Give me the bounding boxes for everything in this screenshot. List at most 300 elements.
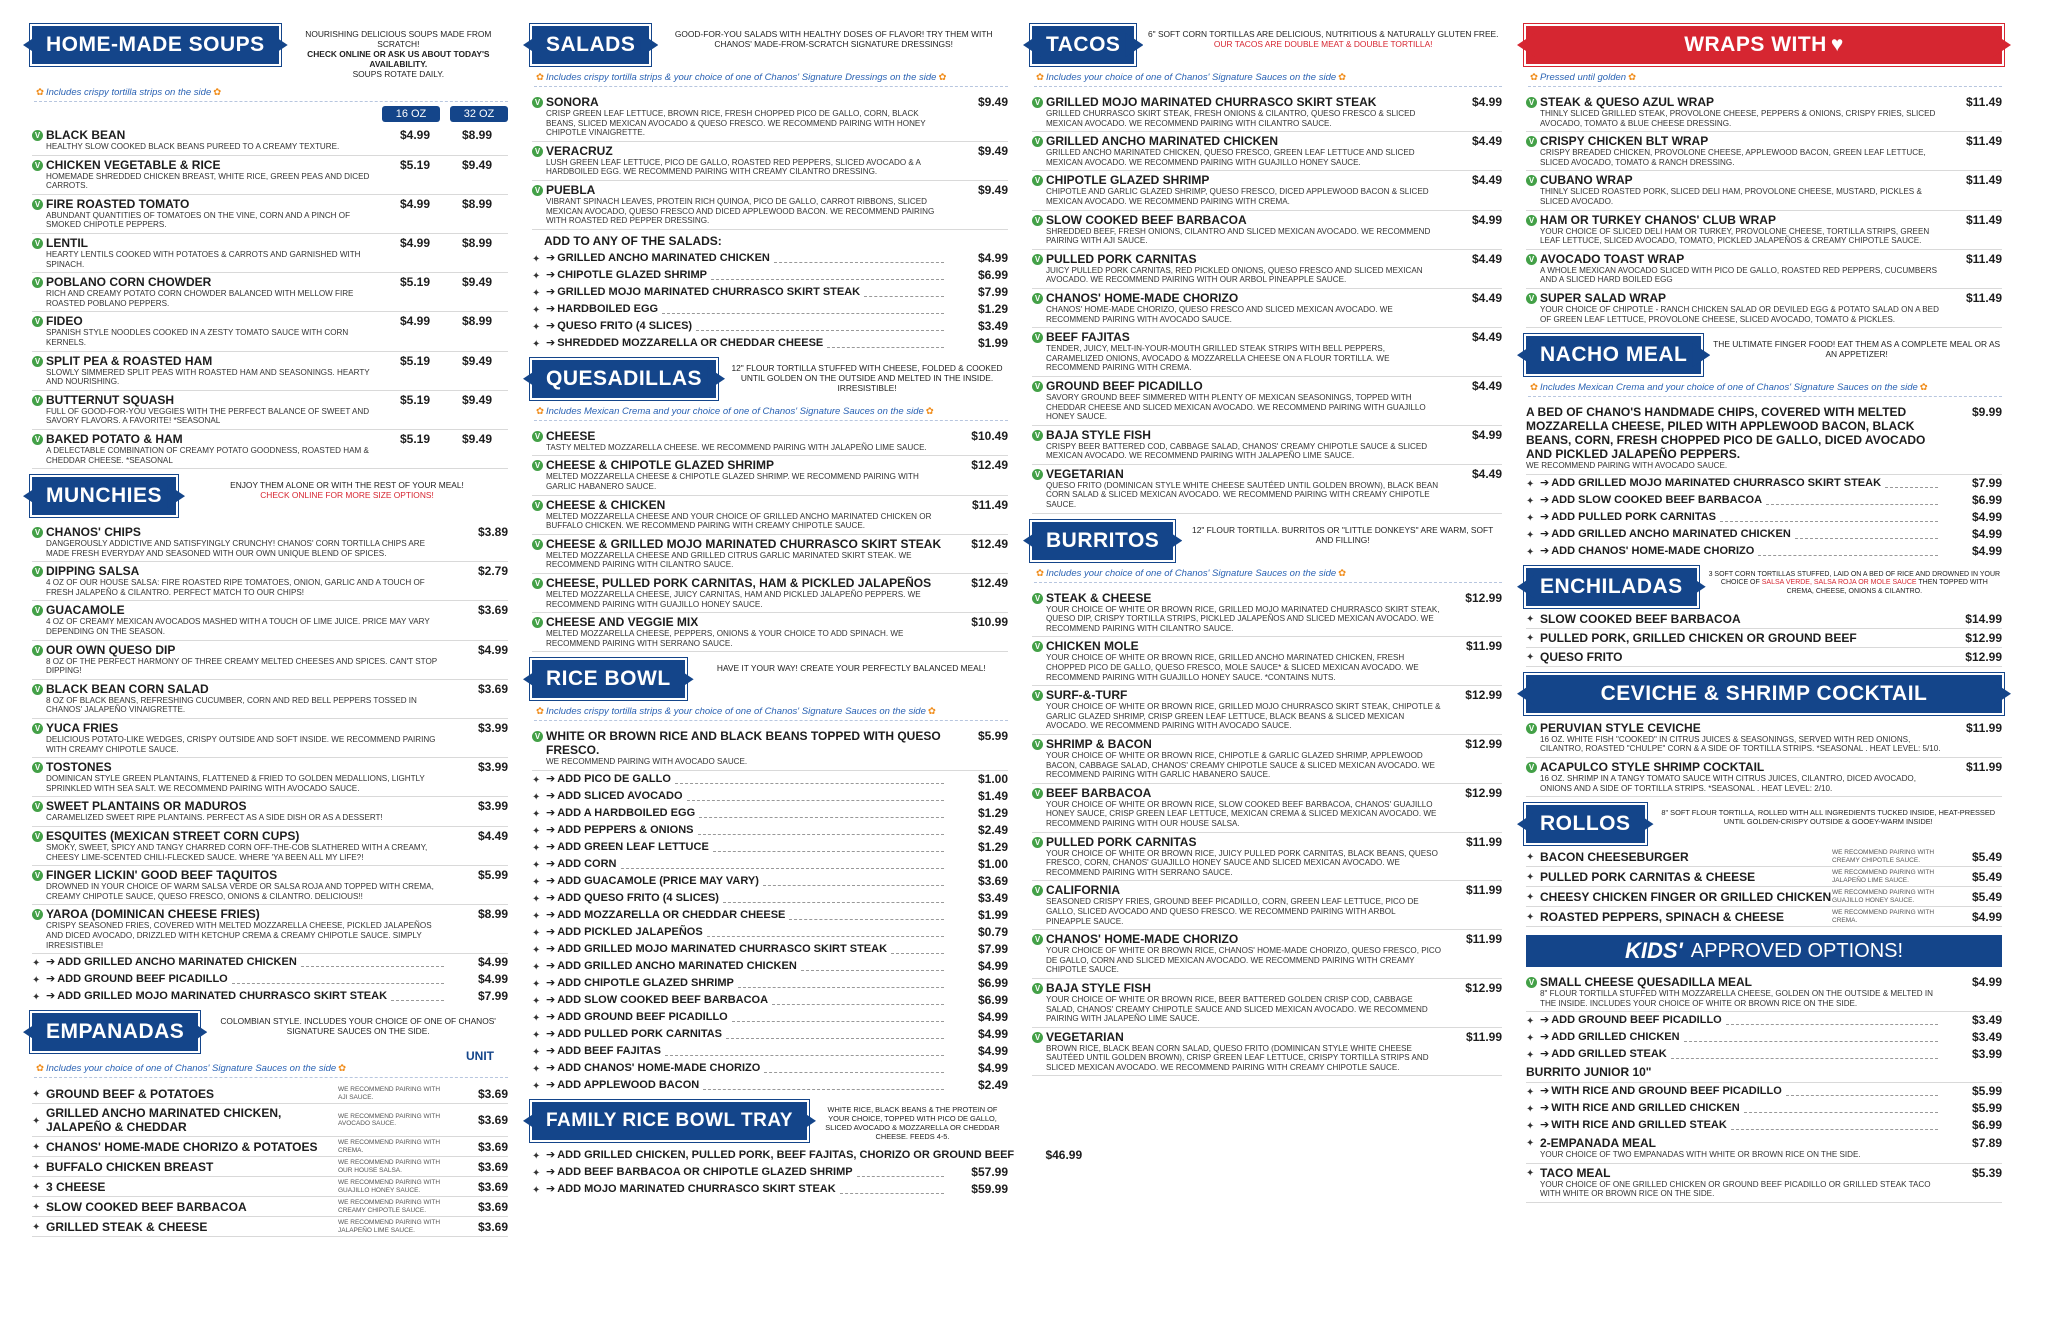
item-icon xyxy=(32,275,46,288)
menu-item xyxy=(32,1217,508,1237)
item-body xyxy=(46,643,448,676)
item-description: 8 OZ OF BLACK BEANS, REFRESHING CUCUMBER, CORN AND RED BELL PEPPERS TOSSED IN CHANOS' JALAPEÑO VINAIGRETTE. xyxy=(46,695,417,715)
add-on-name: WITH RICE AND GRILLED STEAK xyxy=(1551,1119,1727,1132)
item-icon xyxy=(532,537,546,550)
arrow-icon: ➔ xyxy=(546,925,556,938)
item-name: BAJA STYLE FISH xyxy=(1046,427,1151,442)
item-pairing: WE RECOMMEND PAIRING WITH OUR HOUSE SALSA. xyxy=(338,1159,441,1174)
enchiladas-section xyxy=(1526,568,2002,667)
item-name: FINGER LICKIN' GOOD BEEF TAQUITOS xyxy=(46,868,278,883)
add-on-price: $3.49 xyxy=(1971,1013,2002,1028)
add-on-name: QUESO FRITO (4 SLICES) xyxy=(557,319,693,332)
item-body xyxy=(546,95,948,138)
add-on-price: $59.99 xyxy=(971,1181,1008,1196)
menu-item xyxy=(532,181,1008,230)
item-body xyxy=(1540,721,1942,754)
dotted-leader xyxy=(1731,1121,1938,1130)
item-name: ESQUITES (MEXICAN STREET CORN CUPS) xyxy=(46,829,300,843)
item-body xyxy=(1046,95,1442,128)
taco-icon: ✦ xyxy=(1526,512,1535,524)
price-16oz: $5.19 xyxy=(399,353,431,368)
item-name: CHEESE & CHICKEN xyxy=(546,497,666,512)
menu-item xyxy=(32,680,508,719)
item-price: $11.99 xyxy=(1965,720,2002,735)
item-body xyxy=(546,429,948,453)
quesadillas-banner: QUESADILLAS xyxy=(532,360,716,398)
item-price: $11.49 xyxy=(1965,95,2002,109)
kids-empanada-meal: ✦ 2-EMPANADA MEAL YOUR CHOICE OF TWO EMPANADAS WITH WHITE OR BROWN RICE ON THE SIDE. $7.89 xyxy=(1526,1134,2002,1164)
item-icon xyxy=(1032,467,1046,480)
tacos-includes: ✿ Includes your choice of one of Chanos' Signature Sauces on the side ✿ xyxy=(1034,72,1502,87)
munchies-section xyxy=(32,477,508,1005)
taco-icon: ✦ xyxy=(532,1167,541,1179)
item-body xyxy=(1046,1030,1442,1073)
vegetarian-icon: V xyxy=(1032,739,1043,750)
item-description: SHREDDED BEEF, FRESH ONIONS, CILANTRO AND SLICED MEXICAN AVOCADO. WE RECOMMEND PAIRING WITH AJI SAUCE. xyxy=(1046,226,1431,246)
size-32oz: 32 OZ xyxy=(450,106,508,122)
item-description: DOMINICAN STYLE GREEN PLANTAINS, FLATTENED & FRIED TO GOLDEN MEDALLIONS, LIGHTLY SPRINKLED WITH SEA SALT. WE RECOMMEND PAIRING WITH AVOCADO SAUCE. xyxy=(46,774,425,793)
item-name: SLOW COOKED BEEF BARBACOA xyxy=(1540,611,1741,626)
item-name: BAKED POTATO & HAM xyxy=(46,431,183,446)
add-on-name: ADD GROUND BEEF PICADILLO xyxy=(57,973,228,986)
dotted-leader xyxy=(864,288,944,297)
arrow-icon: ➔ xyxy=(546,1078,556,1091)
rice-bowl-main: V WHITE OR BROWN RICE AND BLACK BEANS TOPPED WITH QUESO FRESCO. WE RECOMMEND PAIRING WITH AVOCADO SAUCE. $5.99 xyxy=(532,727,1008,771)
price-16oz: $4.99 xyxy=(399,314,431,329)
taco-icon: ✦ xyxy=(532,995,541,1007)
taco-icon: ✦ xyxy=(532,1080,541,1092)
item-description: SEASONED CRISPY FRIES, GROUND BEEF PICADILLO, CORN, GREEN LEAF LETTUCE, PICO DE GALLO, SLICED AVOCADO AND QUESO FRESCO. WE RECOMMEND PAIRING WITH ARBOL PINEAPPLE SAUCE. xyxy=(1046,897,1419,926)
unit-label: UNIT xyxy=(466,1049,494,1064)
menu-item xyxy=(32,523,508,562)
add-on-price: $2.49 xyxy=(977,822,1008,837)
item-body xyxy=(1540,95,1942,128)
item-description: YOUR CHOICE OF WHITE OR BROWN RICE, CHIPOTLE & GARLIC GLAZED SHRIMP, APPLEWOOD BACON, CABBAGE SALAD, CHANOS' CREAMY CHIPOTLE SAUCE & SLICED MEXICAN AVOCADO. WE RECOMMEND PAIRING WITH GARLIC HABANERO SAUCE. xyxy=(1046,751,1435,780)
vegetarian-icon: V xyxy=(532,500,543,511)
item-name: CHEESY CHICKEN FINGER OR GRILLED CHICKEN xyxy=(1540,889,1832,904)
item-description: HEALTHY SLOW COOKED BLACK BEANS PUREED TO A CREAMY TEXTURE. xyxy=(46,142,340,151)
item-description: SPANISH STYLE NOODLES COOKED IN A ZESTY TOMATO SAUCE WITH CORN KERNELS. xyxy=(46,328,349,347)
taco-icon: ✦ xyxy=(532,774,541,786)
item-description: GRILLED ANCHO MARINATED CHICKEN, QUESO FRESCO, GREEN LEAF LETTUCE AND SLICED MEXICAN AVOCADO. WE RECOMMEND PAIRING WITH GUAJILLO HONEY SAUCE. xyxy=(1046,148,1415,167)
soups-note: NOURISHING DELICIOUS SOUPS MADE FROM SCRATCH! CHECK ONLINE OR ASK US ABOUT TODAY'S AVAILABILITY. SOUPS ROTATE DAILY. xyxy=(305,29,492,79)
item-body xyxy=(46,564,448,597)
item-body xyxy=(1540,760,1942,793)
item-icon xyxy=(32,197,46,210)
menu-item xyxy=(1526,867,2002,887)
taco-icon: ✦ xyxy=(1526,1167,1535,1179)
taco-icon: ✦ xyxy=(1526,852,1535,864)
item-price: $14.99 xyxy=(1965,611,2002,626)
vegetarian-icon: V xyxy=(32,762,43,773)
vegetarian-icon: V xyxy=(532,731,543,742)
menu-item xyxy=(1526,132,2002,171)
salads-includes: ✿ Includes crispy tortilla strips & your choice of one of Chanos' Signature Dressings on the side ✿ xyxy=(534,72,1008,87)
taco-icon: ✦ xyxy=(32,975,41,987)
quesadillas-section xyxy=(532,360,1008,653)
item-price: $4.99 xyxy=(1471,95,1502,109)
item-pairing: WE RECOMMEND PAIRING WITH GUAJILLO HONEY SAUCE. xyxy=(1832,889,1935,904)
item-name: PULLED PORK CARNITAS & CHEESE xyxy=(1540,869,1756,884)
dotted-leader xyxy=(891,945,944,954)
price-32oz: $8.99 xyxy=(461,235,493,250)
item-name: CALIFORNIA xyxy=(1046,883,1120,898)
item-price: $4.49 xyxy=(1471,378,1502,393)
vegetarian-icon: V xyxy=(1526,254,1537,265)
menu-item xyxy=(1032,465,1502,514)
add-on-item xyxy=(532,958,1008,975)
add-on-item xyxy=(532,822,1008,839)
add-on-price: $7.99 xyxy=(977,284,1008,299)
item-price: $11.49 xyxy=(1965,251,2002,266)
add-on-price: $1.99 xyxy=(977,907,1008,922)
dotted-leader xyxy=(1744,1104,1938,1113)
menu-item xyxy=(32,1084,508,1104)
item-body xyxy=(1046,737,1442,780)
dotted-leader xyxy=(1795,530,1938,539)
enchiladas-banner: ENCHILADAS xyxy=(1526,568,1697,606)
add-on-item xyxy=(532,284,1008,301)
kids-burrito-junior: BURRITO JUNIOR 10" xyxy=(1526,1063,2002,1083)
arrow-icon: ➔ xyxy=(1540,510,1550,523)
item-name: CHANOS' CHIPS xyxy=(46,525,141,540)
arrow-icon: ➔ xyxy=(546,857,556,870)
price-32oz: $8.99 xyxy=(461,128,493,142)
item-icon xyxy=(1032,1030,1046,1043)
item-description: BROWN RICE, BLACK BEAN CORN SALAD, QUESO FRITO (DOMINICAN STYLE WHITE CHEESE SAUTÉED UNTIL GOLDEN BROWN), CRISP GREEN LEAF LETTUCE, CRISPY TORTILLA STRIPS AND SLICED MEXICAN AVOCADO. WE RECOMMEND PAIRING WITH CREAMY CHIPOTLE SAUCE. xyxy=(1046,1043,1429,1072)
item-name: STEAK & QUESO AZUL WRAP xyxy=(1540,95,1715,109)
menu-item xyxy=(32,797,508,827)
add-on-item xyxy=(532,907,1008,924)
item-icon xyxy=(32,158,46,171)
item-body xyxy=(546,498,948,531)
menu-item xyxy=(532,535,1008,574)
item-name: YAROA (DOMINICAN CHEESE FRIES) xyxy=(46,907,260,922)
item-body xyxy=(546,458,948,491)
arrow-icon: ➔ xyxy=(546,1061,556,1074)
vegetarian-icon: V xyxy=(1526,977,1537,988)
item-icon xyxy=(1526,173,1540,186)
menu-item xyxy=(32,562,508,601)
vegetarian-icon: V xyxy=(32,277,43,288)
add-on-price: $7.99 xyxy=(1971,475,2002,490)
item-icon xyxy=(32,799,46,812)
item-description: MELTED MOZZARELLA CHEESE AND GRILLED CITRUS GARLIC MARINATED SKIRT STEAK. WE RECOMMEND PAIRING WITH CILANTRO SAUCE. xyxy=(546,550,912,570)
item-name: PERUVIAN STYLE CEVICHE xyxy=(1540,720,1701,735)
ceviche-banner: CEVICHE & SHRIMP COCKTAIL xyxy=(1526,675,2002,713)
add-on-price: $1.29 xyxy=(977,839,1008,854)
dotted-leader xyxy=(391,992,444,1001)
item-body xyxy=(46,525,448,558)
add-on-name: ADD MOZZARELLA OR CHEDDAR CHEESE xyxy=(557,908,786,921)
item-name: BLACK BEAN CORN SALAD xyxy=(46,681,209,696)
menu-item xyxy=(532,456,1008,495)
item-name: SUPER SALAD WRAP xyxy=(1540,290,1667,305)
vegetarian-icon: V xyxy=(1526,215,1537,226)
wraps-section xyxy=(1526,26,2002,328)
item-description: CRISPY BREADED CHICKEN, PROVOLONE CHEESE, APPLEWOOD BACON, GREEN LEAF LETTUCE, SLICED AVOCADO, TOMATO & RANCH DRESSING. xyxy=(1540,148,1926,167)
add-on-name: SHREDDED MOZZARELLA OR CHEDDAR CHEESE xyxy=(557,336,824,349)
add-on-item xyxy=(532,1147,1083,1164)
vegetarian-icon: V xyxy=(1032,593,1043,604)
add-on-name: ADD SLOW COOKED BEEF BARBACOA xyxy=(557,993,769,1006)
menu-item xyxy=(32,719,508,758)
item-body xyxy=(546,144,948,177)
column-1 xyxy=(32,26,508,1336)
vegetarian-icon: V xyxy=(1526,293,1537,304)
menu-item xyxy=(32,1137,508,1157)
arrow-icon: ➔ xyxy=(546,942,556,955)
item-description: YOUR CHOICE OF WHITE OR BROWN RICE, SLOW COOKED BEEF BARBACOA, CHANOS' GUAJILLO HONEY SAUCE, CRISP GREEN LEAF LETTUCE, MEXICAN CREMA & SLICED MEXICAN AVOCADO. WE RECOMMEND PAIRING WITH OUR HOUSE SALSA. xyxy=(1046,799,1437,828)
arrow-icon: ➔ xyxy=(1540,1085,1550,1098)
add-on-name: ADD PEPPERS & ONIONS xyxy=(557,823,694,836)
item-name: HAM OR TURKEY CHANOS' CLUB WRAP xyxy=(1540,212,1776,227)
item-name: VEGETARIAN xyxy=(1046,466,1124,481)
dotted-leader xyxy=(772,996,944,1005)
item-body xyxy=(1046,786,1442,829)
vegetarian-icon: V xyxy=(532,146,543,157)
arrow-icon: ➔ xyxy=(546,823,556,836)
item-price: $12.99 xyxy=(1965,630,2002,645)
item-body xyxy=(1540,291,1942,324)
vegetarian-icon: V xyxy=(1032,332,1043,343)
price-16oz: $4.99 xyxy=(399,196,431,211)
item-description: MELTED MOZZARELLA CHEESE, JUICY CARNITAS, HAM AND PICKLED JALAPEÑO PEPPERS. WE RECOMMEND PAIRING WITH GUAJILLO HONEY SAUCE. xyxy=(546,589,921,609)
taco-icon: ✦ xyxy=(1526,1016,1535,1028)
add-on-name: ADD PICO DE GALLO xyxy=(557,772,671,785)
tacos-section xyxy=(1032,26,1502,514)
item-body xyxy=(1046,428,1442,461)
arrow-icon: ➔ xyxy=(546,908,556,921)
vegetarian-icon: V xyxy=(1032,430,1043,441)
menu-item xyxy=(1032,686,1502,735)
add-on-name: ADD PICKLED JALAPEÑOS xyxy=(557,925,703,938)
item-icon xyxy=(32,760,46,773)
item-name: CHEESE AND VEGGIE MIX xyxy=(546,615,699,630)
salads-add-heading: ADD TO ANY OF THE SALADS: xyxy=(544,233,722,248)
dotted-leader xyxy=(840,1185,944,1194)
add-on-name: ADD GRILLED MOJO MARINATED CHURRASCO SKIRT STEAK xyxy=(1551,476,1882,489)
heart-icon: ♥ xyxy=(1830,33,1844,56)
menu-item xyxy=(1032,881,1502,930)
item-price: $4.49 xyxy=(1471,134,1502,149)
kids-quesadilla-meal: V SMALL CHEESE QUESADILLA MEAL 8" FLOUR TORTILLA STUFFED WITH MOZZARELLA CHEESE, GOLDEN ON THE OUTSIDE & MELTED IN THE INSIDE. INCLUDES YOUR CHOICE OF WHITE OR BROWN RICE ON THE SIDE. $4.99 xyxy=(1526,973,2002,1012)
dotted-leader xyxy=(763,877,944,886)
size-16oz: 16 OZ xyxy=(382,106,440,122)
taco-icon: ✦ xyxy=(532,338,541,350)
taco-icon: ✦ xyxy=(1526,633,1535,645)
add-on-name: ADD MOJO MARINATED CHURRASCO SKIRT STEAK xyxy=(557,1182,836,1195)
nacho-section xyxy=(1526,336,2002,560)
item-icon xyxy=(1032,688,1046,701)
add-on-item xyxy=(532,856,1008,873)
taco-icon: ✦ xyxy=(532,893,541,905)
item-body xyxy=(1046,213,1442,246)
arrow-icon: ➔ xyxy=(46,973,56,986)
add-on-price: $3.99 xyxy=(1971,1047,2002,1062)
vegetarian-icon: V xyxy=(532,97,543,108)
item-icon xyxy=(32,128,46,141)
column-3 xyxy=(1032,26,1502,1336)
add-on-price: $4.99 xyxy=(1971,526,2002,541)
item-price: $3.99 xyxy=(477,721,508,736)
add-on-price: $3.49 xyxy=(1971,1030,2002,1045)
kids-taco-meal: ✦ TACO MEAL YOUR CHOICE OF ONE GRILLED CHICKEN OR GROUND BEEF PICADILLO OR GRILLED STEAK TACO WITH WHITE OR BROWN RICE ON THE SIDE. $5.39 xyxy=(1526,1164,2002,1203)
taco-icon: ✦ xyxy=(532,1029,541,1041)
vegetarian-icon: V xyxy=(1032,136,1043,147)
vegetarian-icon: V xyxy=(532,460,543,471)
menu-item xyxy=(1526,907,2002,927)
munchies-note: ENJOY THEM ALONE OR WITH THE REST OF YOUR MEAL! CHECK ONLINE FOR MORE SIZE OPTIONS! xyxy=(230,480,464,501)
rice-includes: ✿ Includes crispy tortilla strips & your choice of one of Chanos' Signature Sauces on the side ✿ xyxy=(534,706,1008,721)
item-body xyxy=(46,721,448,754)
vegetarian-icon: V xyxy=(32,723,43,734)
menu-item xyxy=(1032,1028,1502,1077)
dotted-leader xyxy=(698,826,944,835)
menu-item xyxy=(1032,93,1502,132)
item-name: PULLED PORK CARNITAS xyxy=(1046,251,1197,266)
add-on-item xyxy=(532,771,1008,788)
item-price: $3.99 xyxy=(477,760,508,775)
item-price: $3.69 xyxy=(477,1086,508,1101)
menu-item xyxy=(1526,629,2002,648)
item-icon xyxy=(532,429,546,442)
add-on-name: ADD CORN xyxy=(557,857,617,870)
arrow-icon: ➔ xyxy=(546,789,556,802)
burritos-section xyxy=(1032,522,1502,1077)
price-32oz: $9.49 xyxy=(461,353,493,368)
empanadas-includes: ✿ Includes your choice of one of Chanos' Signature Sauces on the side ✿ xyxy=(34,1063,508,1078)
menu-item xyxy=(1032,250,1502,289)
item-price: $11.49 xyxy=(1965,134,2002,149)
dotted-leader xyxy=(774,254,944,263)
add-on-name: ADD SLOW COOKED BEEF BARBACOA xyxy=(1551,493,1763,506)
item-icon xyxy=(1526,134,1540,147)
arrow-icon: ➔ xyxy=(1540,1119,1550,1132)
item-price: $4.99 xyxy=(1471,212,1502,227)
add-on-name: ADD GRILLED MOJO MARINATED CHURRASCO SKIRT STEAK xyxy=(557,942,888,955)
item-body xyxy=(1540,252,1942,285)
item-icon xyxy=(32,868,46,881)
item-name: SURF-&-TURF xyxy=(1046,688,1128,703)
add-on-item xyxy=(532,839,1008,856)
vegetarian-icon: V xyxy=(32,316,43,327)
dotted-leader xyxy=(232,975,444,984)
empanadas-banner: EMPANADAS xyxy=(32,1013,198,1051)
menu-item xyxy=(1032,328,1502,377)
item-body xyxy=(46,907,448,950)
menu-item xyxy=(1032,211,1502,250)
empanadas-note: COLOMBIAN STYLE. INCLUDES YOUR CHOICE OF ONE OF CHANOS' SIGNATURE SAUCES ON THE SIDE. xyxy=(220,1016,496,1037)
arrow-icon: ➔ xyxy=(546,1027,556,1040)
add-on-name: ADD APPLEWOOD BACON xyxy=(557,1078,700,1091)
vegetarian-icon: V xyxy=(532,617,543,628)
item-body xyxy=(1540,173,1942,206)
item-body xyxy=(46,760,448,793)
item-description: SAVORY GROUND BEEF SIMMERED WITH PLENTY OF MEXICAN SEASONINGS, TOPPED WITH CHEDDAR CHEESE AND SLICED MEXICAN AVOCADO. WE RECOMMEND PAIRING WITH GUAJILLO HONEY SAUCE. xyxy=(1046,392,1426,422)
menu-item xyxy=(532,427,1008,457)
tacos-banner: TACOS xyxy=(1032,26,1134,64)
item-icon xyxy=(1032,932,1046,945)
add-on-item xyxy=(532,335,1008,352)
item-body xyxy=(1046,591,1442,634)
nacho-main: A BED OF CHANO'S HANDMADE CHIPS, COVERED WITH MELTED MOZZARELLA CHEESE, PILED WITH APPLEWOOD BACON, BLACK BEANS, CORN, FRESH CHOPPED PICO DE GALLO, DICED AVOCADO AND PICKLED JALAPEÑO PEPPERS. WE RECOMMEND PAIRING WITH AVOCADO SAUCE. $9.99 xyxy=(1526,403,2002,475)
item-body xyxy=(546,183,948,226)
arrow-icon: ➔ xyxy=(546,285,556,298)
item-body xyxy=(46,275,384,308)
taco-icon: ✦ xyxy=(32,1089,41,1101)
item-price: $3.69 xyxy=(477,1113,508,1128)
item-price: $9.49 xyxy=(977,95,1008,109)
item-icon xyxy=(32,721,46,734)
add-on-price: $1.00 xyxy=(977,771,1008,786)
item-icon xyxy=(532,95,546,108)
add-on-item xyxy=(1526,543,2002,560)
menu-item xyxy=(1526,610,2002,629)
item-description: 8 OZ OF THE PERFECT HARMONY OF THREE CREAMY MELTED CHEESES AND SPICES. CAN'T STOP DIPPING! xyxy=(46,656,438,676)
taco-icon: ✦ xyxy=(1526,546,1535,558)
item-price: $3.69 xyxy=(477,1159,508,1174)
item-description: ABUNDANT QUANTITIES OF TOMATOES ON THE VINE, CORN AND A PINCH OF SMOKED CHIPOTLE PEPPERS. xyxy=(46,210,351,230)
item-body xyxy=(46,197,384,230)
arrow-icon: ➔ xyxy=(546,1165,556,1178)
taco-icon: ✦ xyxy=(32,1142,41,1154)
price-32oz: $8.99 xyxy=(461,196,493,211)
dotted-leader xyxy=(723,894,944,903)
item-description: MELTED MOZZARELLA CHEESE & CHIPOTLE GLAZED SHRIMP. WE RECOMMEND PAIRING WITH GARLIC HABANERO SAUCE. xyxy=(546,472,919,491)
salads-banner: SALADS xyxy=(532,26,649,64)
item-description: 4 OZ OF OUR HOUSE SALSA: FIRE ROASTED RIPE TOMATOES, ONION, GARLIC AND A TOUCH OF FRESH JALAPEÑO & CILANTRO. PERFECT MATCH TO OUR CHIPS! xyxy=(46,578,425,597)
menu-item xyxy=(32,430,508,469)
add-on-name: HARDBOILED EGG xyxy=(557,302,659,315)
taco-icon: ✦ xyxy=(532,876,541,888)
item-price: $11.49 xyxy=(971,497,1008,512)
item-name: BLACK BEAN xyxy=(46,128,126,142)
item-name: CUBANO WRAP xyxy=(1540,173,1633,188)
item-icon xyxy=(1032,291,1046,304)
add-on-item xyxy=(532,941,1008,958)
vegetarian-icon: V xyxy=(32,870,43,881)
menu-item xyxy=(1526,93,2002,132)
add-on-item xyxy=(532,805,1008,822)
add-on-item xyxy=(532,873,1008,890)
taco-icon: ✦ xyxy=(532,961,541,973)
item-body xyxy=(46,603,448,636)
item-body xyxy=(46,158,384,191)
item-name: LENTIL xyxy=(46,235,88,250)
menu-item xyxy=(32,1104,508,1137)
item-pairing: WE RECOMMEND PAIRING WITH CREMA. xyxy=(1832,909,1935,924)
item-body xyxy=(1046,688,1442,731)
add-on-price: $4.99 xyxy=(1971,509,2002,524)
taco-icon: ✦ xyxy=(532,1063,541,1075)
item-description: A DELECTABLE COMBINATION OF CREAMY POTATO GOODNESS, ROASTED HAM & CHEDDAR CHEESE. *SEASONAL xyxy=(46,445,369,465)
item-price: $3.69 xyxy=(477,603,508,618)
item-price: $12.49 xyxy=(971,536,1008,551)
item-name: GUACAMOLE xyxy=(46,603,125,618)
item-body xyxy=(46,128,384,152)
taco-icon: ✦ xyxy=(1526,1050,1535,1062)
add-on-price: $1.29 xyxy=(977,805,1008,820)
item-body xyxy=(1046,330,1442,373)
rice-bowl-section xyxy=(532,660,1008,1094)
add-on-name: ADD CHANOS' HOME-MADE CHORIZO xyxy=(1551,544,1755,557)
item-description: YOUR CHOICE OF CHIPOTLE - RANCH CHICKEN SALAD OR DEVILED EGG & POTATO SALAD ON A BED OF GREEN LEAF LETTUCE, PROVOLONE CHEESE, SLICED AVOCADO, TOMATO & PICKLES. xyxy=(1540,304,1939,324)
item-name: VEGETARIAN xyxy=(1046,1029,1124,1044)
item-description: CRISP GREEN LEAF LETTUCE, BROWN RICE, FRESH CHOPPED PICO DE GALLO, CORN, BLACK BEANS, SLICED MEXICAN AVOCADO & QUESO FRESCO. WE RECOMMEND PAIRING WITH HONEY CHIPOTLE VINAIGRETTE. xyxy=(546,109,926,138)
item-icon xyxy=(1526,252,1540,265)
menu-item xyxy=(32,234,508,273)
